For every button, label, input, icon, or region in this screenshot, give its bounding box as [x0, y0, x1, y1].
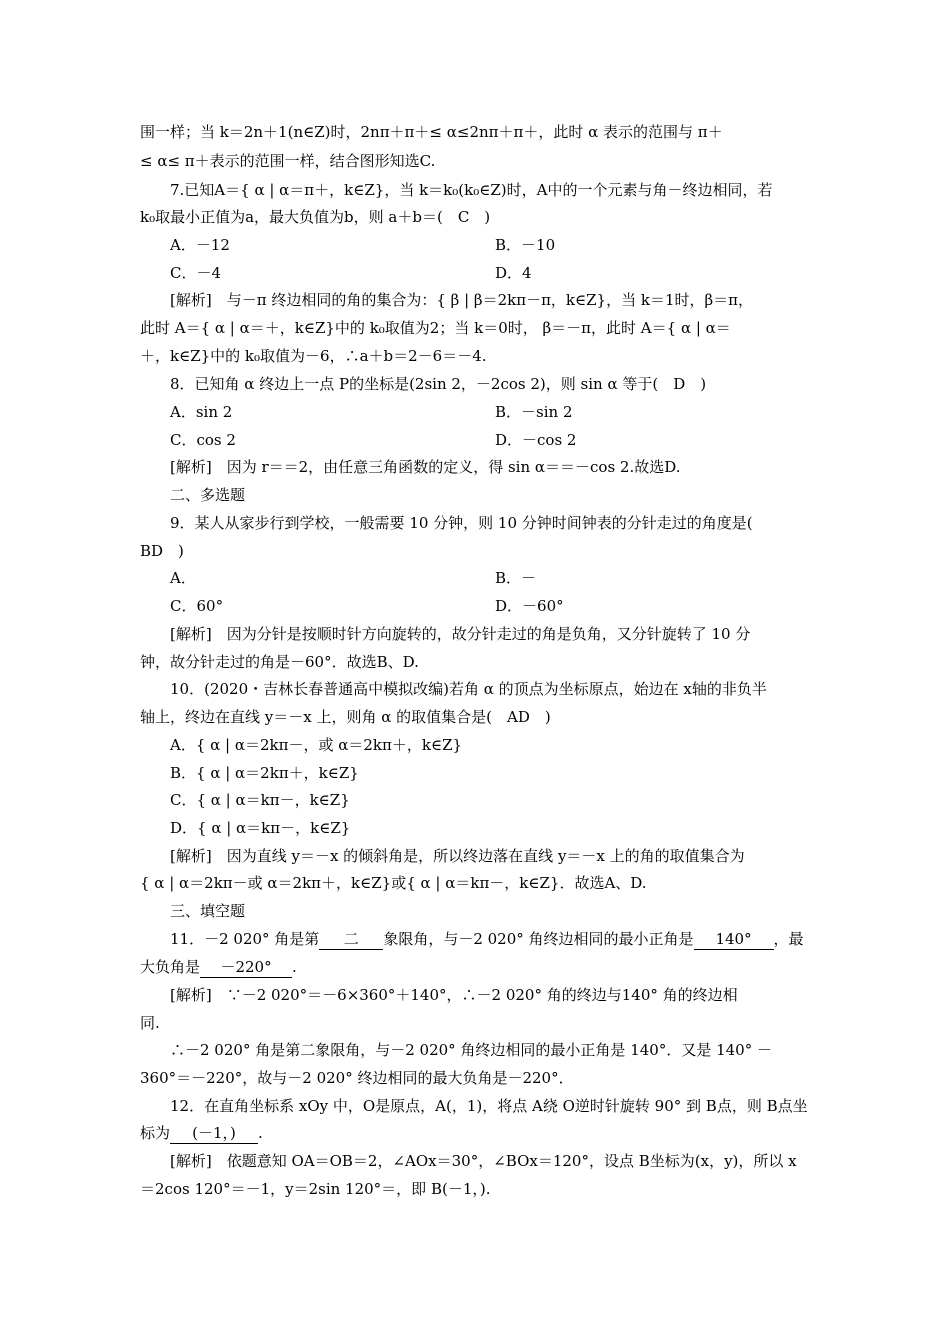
option-c: C．cos 2 [170, 431, 236, 449]
text-line [140, 1123, 263, 1144]
text-line: { α | α＝2kπ－或 α＝2kπ＋，k∈Z}或{ α | α＝kπ－，k∈Z}．故选A、D. [140, 874, 647, 892]
text-line: k₀取最小正值为a，最大负值为b，则 a＋b＝( C ) [140, 208, 491, 226]
question-text: . [258, 1124, 263, 1142]
question-8: 8．已知角 α 终边上一点 P的坐标是(2sin 2，－2cos 2)，则 sin α 等于( D ) [170, 375, 707, 393]
option-c: C．{ α | α＝kπ－，k∈Z} [170, 791, 350, 809]
text-line: ∴－2 020° 角是第二象限角，与－2 020° 角终边相同的最小正角是 140°．又是 140° － [170, 1041, 772, 1059]
text-line: BD ) [140, 542, 184, 560]
section-heading: 三、填空题 [170, 902, 246, 920]
answer-blank: (－1，) [170, 1123, 258, 1144]
text-line: 此时 A＝{ α | α＝＋，k∈Z}中的 k₀取值为2；当 k＝0时， β＝－π，此时 A＝{ α | α＝ [140, 319, 731, 337]
text-line: 围一样；当 k＝2n＋1(n∈Z)时，2nπ＋π＋≤ α≤2nπ＋π＋，此时 α 表示的范围与 π＋ [140, 123, 723, 141]
analysis: [解析] 与－π 终边相同的角的集合为：{ β | β＝2kπ－π，k∈Z}，当 k＝1时，β＝π， [170, 291, 754, 309]
text-line: 同. [140, 1014, 160, 1032]
text-line [140, 957, 297, 978]
option-a: A． [170, 569, 196, 587]
question-text: ，最 [773, 930, 804, 948]
option-b: B．－ [495, 569, 537, 587]
question-12: 12．在直角坐标系 xOy 中，O是原点，A(，1)，将点 A绕 O逆时针旋转 90° 到 B点，则 B点坐 [170, 1097, 808, 1115]
answer-blank: 140° [694, 929, 774, 950]
text-line: 360°＝－220°，故与－2 020° 终边相同的最大负角是－220°． [140, 1069, 574, 1087]
option-b: B．－10 [495, 236, 556, 254]
text-line: 轴上，终边在直线 y＝－x 上，则角 α 的取值集合是( AD ) [140, 708, 551, 726]
question-10: 10．(2020・吉林长春普通高中模拟改编)若角 α 的顶点为坐标原点，始边在 x轴的非负半 [170, 680, 767, 698]
analysis: [解析] ∵－2 020°＝－6×360°＋140°，∴－2 020° 角的终边与140° 角的终边相 [170, 986, 738, 1004]
question-text: . [292, 958, 297, 976]
option-a: A．－12 [170, 236, 230, 254]
question-11 [170, 929, 804, 950]
option-a: A．{ α | α＝2kπ－，或 α＝2kπ＋，k∈Z} [170, 736, 463, 754]
option-d: D．4 [495, 264, 532, 282]
text-line: ≤ α≤ π＋表示的范围一样，结合图形知选C. [140, 152, 436, 170]
question-text: 11．－2 020° 角是第 [170, 930, 320, 948]
text-line: ＝2cos 120°＝－1，y＝2sin 120°＝，即 B(－1，). [140, 1180, 491, 1198]
option-b: B．{ α | α＝2kπ＋，k∈Z} [170, 764, 359, 782]
question-text: 标为 [140, 1124, 171, 1142]
answer-blank: 二 [319, 929, 383, 950]
option-d: D．{ α | α＝kπ－，k∈Z} [170, 819, 351, 837]
option-c: C．60° [170, 597, 224, 615]
analysis: [解析] 因为 r＝＝2，由任意三角函数的定义，得 sin α＝＝－cos 2.故选D. [170, 458, 681, 476]
section-heading: 二、多选题 [170, 486, 246, 504]
option-a: A．sin 2 [170, 403, 233, 421]
analysis: [解析] 依题意知 OA＝OB＝2，∠AOx＝30°，∠BOx＝120°，设点 B坐标为(x，y)，所以 x [170, 1152, 797, 1170]
option-b: B．－sin 2 [495, 403, 573, 421]
question-9: 9．某人从家步行到学校，一般需要 10 分钟，则 10 分钟时间钟表的分针走过的角度是( [170, 514, 753, 532]
question-7: 7.已知A＝{ α | α＝π＋，k∈Z}，当 k＝k₀(k₀∈Z)时，A中的一个元素与角－终边相同，若 [170, 181, 773, 199]
answer-blank: －220° [200, 957, 292, 978]
option-d: D．－cos 2 [495, 431, 577, 449]
text-line: 钟，故分针走过的角是－60°．故选B、D. [140, 653, 419, 671]
analysis: [解析] 因为直线 y＝－x 的倾斜角是，所以终边落在直线 y＝－x 上的角的取值集合为 [170, 847, 745, 865]
analysis: [解析] 因为分针是按顺时针方向旋转的，故分针走过的角是负角，又分针旋转了 10 分 [170, 625, 751, 643]
text-line: ＋，k∈Z}中的 k₀取值为－6，∴a＋b＝2－6＝－4. [140, 347, 487, 365]
question-text: 大负角是 [140, 958, 201, 976]
option-d: D．－60° [495, 597, 564, 615]
question-text: 象限角，与－2 020° 角终边相同的最小正角是 [383, 930, 694, 948]
option-c: C．－4 [170, 264, 222, 282]
